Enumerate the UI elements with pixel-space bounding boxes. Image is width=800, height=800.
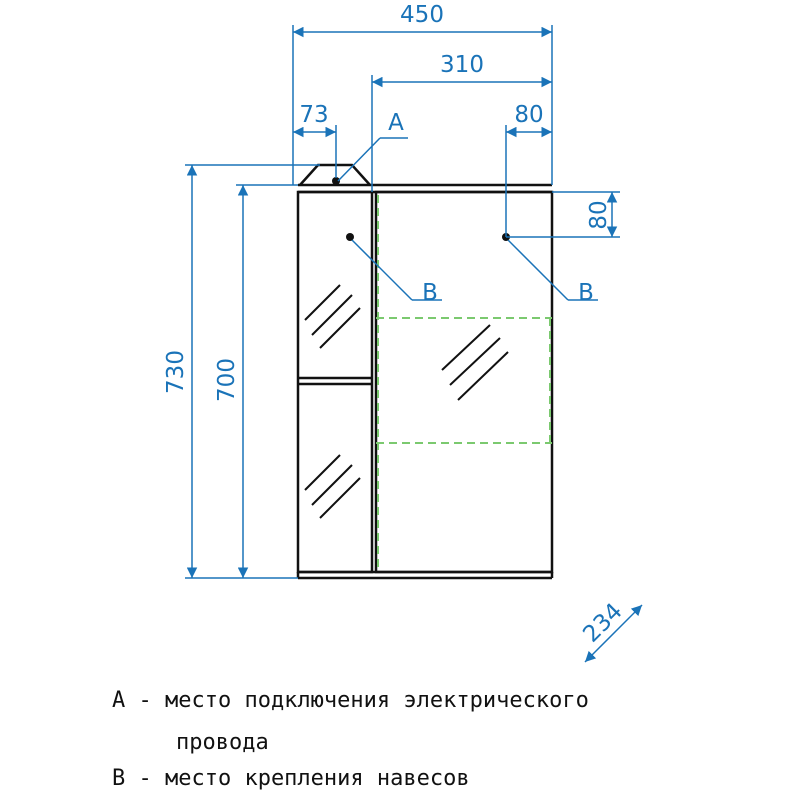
legend-a-line1: A - место подключения электрического [112,688,589,713]
marker-b-right: B [578,280,594,306]
dim-total-height: 730 [163,350,189,394]
dim-total-width: 450 [400,2,444,28]
dim-depth: 234 [578,598,628,648]
dim-cabinet-height: 700 [214,358,240,402]
mirror-door [376,192,552,572]
hidden-shelves [376,195,552,570]
legend-b-line: B - место крепления навесов [112,766,470,791]
dim-top-offset: 80 [586,200,612,230]
marker-b-left: B [422,280,438,306]
dim-right-offset: 80 [514,102,544,128]
mirror-reflection-marks [305,285,508,518]
dim-mirror-width: 310 [440,52,484,78]
marker-a: A [388,110,404,136]
dim-left-offset: 73 [299,102,329,128]
cabinet-body [298,165,552,578]
legend-a-line2: провода [176,730,269,755]
dimension-lines [185,25,642,662]
